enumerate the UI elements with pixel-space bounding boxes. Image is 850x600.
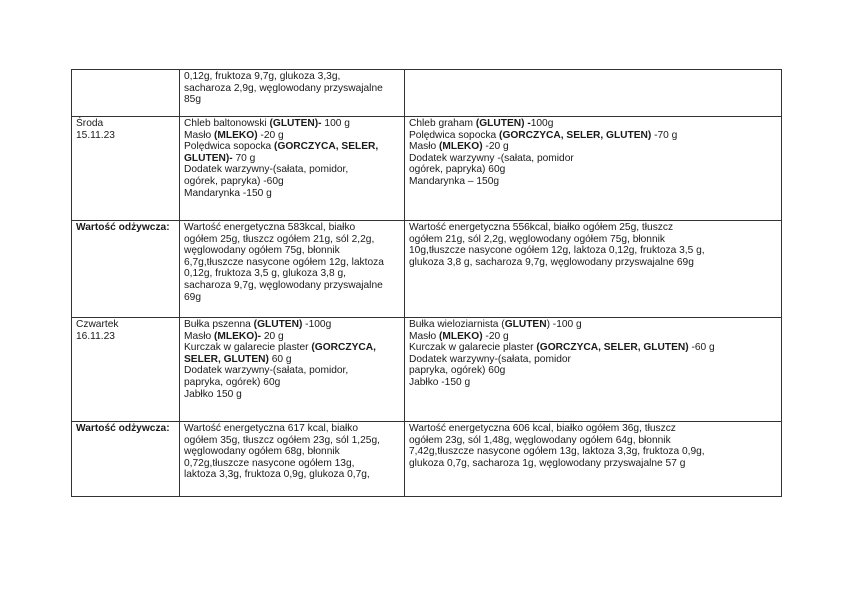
menu-line	[409, 354, 778, 366]
menu-text: ogółem 21g, sól 2,2g, węglowodany ogółem 75g, błonnik	[409, 233, 665, 245]
allergen-text: (MLEKO)	[439, 141, 483, 153]
menu-text: Wartość energetyczna 606 kcal, białko ogółem 36g, tłuszcz	[409, 423, 676, 434]
menu-line	[184, 245, 401, 257]
menu-line	[184, 222, 401, 234]
menu-line	[184, 234, 401, 246]
menu-option-1-cell	[180, 117, 405, 221]
day-date: 16.11.23	[76, 330, 115, 342]
menu-table-body	[72, 70, 782, 497]
menu-text: sacharoza 9,7g, węglowodany przyswajalne	[184, 279, 383, 291]
menu-text: węglowodany ogółem 68g, błonnik	[184, 446, 340, 458]
menu-line	[409, 435, 778, 447]
menu-line	[184, 354, 401, 366]
menu-line	[184, 469, 401, 481]
menu-text: Polędwica sopocka	[184, 141, 275, 153]
day-label-cell	[72, 117, 180, 221]
menu-text: Polędwica sopocka	[409, 129, 500, 141]
menu-text: ogółem 25g, tłuszcz ogółem 21g, sól 2,2g,	[184, 233, 375, 245]
allergen-text: GLUTEN)-	[184, 152, 233, 164]
allergen-text: SELER, GLUTEN)	[184, 353, 269, 365]
allergen-text: (GLUTEN)-	[269, 118, 322, 129]
continuation-row	[72, 70, 782, 117]
menu-option-2-cell	[405, 70, 782, 117]
menu-text: Mandarynka -150 g	[184, 187, 272, 199]
day-name: Środa	[76, 118, 104, 129]
menu-option-2-cell	[405, 117, 782, 221]
menu-text: -20 g	[482, 141, 509, 153]
menu-text: 60 g	[268, 353, 292, 365]
menu-line	[409, 319, 778, 331]
menu-table	[71, 69, 782, 497]
menu-text: Dodatek warzywny-(sałata, pomidor,	[184, 164, 349, 176]
menu-text: ogórek, papryka) 60g	[409, 164, 506, 176]
menu-line	[409, 377, 778, 389]
nutrition-label: Wartość odżywcza:	[76, 423, 170, 434]
menu-line	[184, 71, 401, 83]
menu-text: sacharoza 2,9g, węglowodany przyswajalne	[184, 82, 383, 94]
menu-text: 100g	[530, 118, 554, 129]
menu-line	[409, 153, 778, 165]
menu-text: Masło	[409, 330, 440, 342]
menu-text: Chleb graham	[409, 118, 476, 129]
menu-text: laktoza 3,3g, fruktoza 0,9g, glukoza 0,7g,	[184, 469, 370, 481]
menu-line	[184, 342, 401, 354]
menu-text: 10g,tłuszcze nasycone ogółem 12g, laktoza 0,12g, fruktoza 3,5 g,	[409, 245, 705, 257]
menu-text: -20 g	[257, 129, 284, 141]
menu-option-2-cell	[405, 422, 782, 497]
menu-text: Wartość energetyczna 556kcal, białko ogółem 25g, tłuszcz	[409, 222, 674, 233]
nutrition-label: Wartość odżywcza:	[76, 222, 170, 233]
menu-line	[184, 319, 401, 331]
allergen-text: (GORCZYCA, SELER,	[274, 141, 379, 153]
menu-line	[184, 141, 401, 153]
menu-line	[184, 118, 401, 130]
menu-text: papryka, ogórek) 60g	[409, 365, 506, 377]
menu-line	[184, 389, 401, 401]
menu-line	[409, 118, 778, 130]
day-label-cell	[72, 318, 180, 422]
allergen-text: (GLUTEN)	[253, 319, 303, 330]
menu-text: Jabłko -150 g	[409, 376, 471, 388]
menu-text: Kurczak w galarecie plaster	[409, 342, 537, 354]
menu-text: 0,72g,tłuszcze nasycone ogółem 13g,	[184, 457, 355, 469]
allergen-text: (MLEKO)	[214, 129, 258, 141]
menu-text: -60 g	[688, 342, 715, 354]
menu-line	[409, 130, 778, 142]
menu-line	[409, 342, 778, 354]
menu-option-1-cell	[180, 221, 405, 318]
day-label-cell	[72, 70, 180, 117]
nutrition-row	[72, 422, 782, 497]
menu-line	[184, 130, 401, 142]
menu-text: 0,12g, fruktoza 3,5 g, glukoza 3,8 g,	[184, 268, 346, 280]
menu-line	[409, 458, 778, 470]
menu-line	[409, 245, 778, 257]
menu-text: Dodatek warzywny -(sałata, pomidor	[409, 152, 574, 164]
menu-text: glukoza 3,8 g, sacharoza 9,7g, węglowodany przyswajalne 69g	[409, 256, 694, 268]
menu-line	[409, 365, 778, 377]
menu-line	[409, 234, 778, 246]
menu-line	[409, 164, 778, 176]
menu-text: Bułka wieloziarnista (	[409, 319, 505, 330]
menu-text: -100g	[302, 319, 332, 330]
menu-text: Kurczak w galarecie plaster	[184, 342, 312, 354]
menu-text: 6,7g,tłuszcze nasycone ogółem 12g, laktoza	[184, 256, 384, 268]
menu-line	[409, 222, 778, 234]
menu-text: Jabłko 150 g	[184, 388, 242, 400]
allergen-text: GLUTEN	[504, 319, 547, 330]
menu-line	[409, 141, 778, 153]
menu-line	[184, 83, 401, 95]
nutrition-row	[72, 221, 782, 318]
day-row	[72, 117, 782, 221]
menu-text: Mandarynka – 150g	[409, 175, 500, 187]
menu-line	[184, 446, 401, 458]
menu-text: 100 g	[321, 118, 350, 129]
day-date: 15.11.23	[76, 129, 115, 141]
day-row	[72, 318, 782, 422]
menu-text: Masło	[184, 129, 215, 141]
menu-line	[184, 435, 401, 447]
menu-text: Bułka pszenna	[184, 319, 254, 330]
allergen-text: (MLEKO)	[439, 330, 483, 342]
menu-line	[184, 458, 401, 470]
menu-text: 70 g	[232, 152, 256, 164]
allergen-text: (GORCZYCA, SELER, GLUTEN)	[536, 342, 689, 354]
menu-line	[184, 423, 401, 435]
menu-line	[184, 153, 401, 165]
menu-text: papryka, ogórek) 60g	[184, 376, 281, 388]
nutrition-label-cell	[72, 422, 180, 497]
menu-line	[184, 377, 401, 389]
menu-text: 0,12g, fruktoza 9,7g, glukoza 3,3g,	[184, 71, 341, 82]
menu-line	[409, 257, 778, 269]
allergen-text: (GORCZYCA,	[311, 342, 376, 354]
menu-option-1-cell	[180, 70, 405, 117]
menu-text: 85g	[184, 94, 201, 106]
menu-text: 7,42g,tłuszcze nasycone ogółem 13g, laktoza 3,3g, fruktoza 0,9g,	[409, 446, 705, 458]
menu-text: 69g	[184, 291, 201, 303]
menu-text: Masło	[409, 141, 440, 153]
menu-text: -20 g	[482, 330, 509, 342]
menu-line	[184, 292, 401, 304]
menu-text: Chleb baltonowski	[184, 118, 270, 129]
menu-text: 20 g	[260, 330, 284, 342]
menu-option-2-cell	[405, 318, 782, 422]
menu-option-1-cell	[180, 318, 405, 422]
menu-text: ogórek, papryka) -60g	[184, 175, 284, 187]
day-name: Czwartek	[76, 319, 119, 330]
menu-text: Masło	[184, 330, 215, 342]
menu-text: glukoza 0,7g, sacharoza 1g, węglowodany przyswajalne 57 g	[409, 457, 686, 469]
allergen-text: (GORCZYCA, SELER, GLUTEN)	[499, 129, 652, 141]
menu-text: Dodatek warzywny-(sałata, pomidor	[409, 353, 571, 365]
menu-line	[184, 94, 401, 106]
menu-text: ogółem 23g, sól 1,48g, węglowodany ogółem 64g, błonnik	[409, 434, 671, 446]
menu-line	[184, 257, 401, 269]
menu-text: ) -100 g	[546, 319, 582, 330]
menu-option-2-cell	[405, 221, 782, 318]
allergen-text: (MLEKO)-	[214, 330, 261, 342]
menu-text: węglowodany ogółem 75g, błonnik	[184, 245, 340, 257]
menu-text: Dodatek warzywny-(sałata, pomidor,	[184, 365, 349, 377]
menu-text: Wartość energetyczna 617 kcal, białko	[184, 423, 359, 434]
nutrition-label-cell	[72, 221, 180, 318]
allergen-text: (GLUTEN) -	[475, 118, 531, 129]
menu-line	[184, 268, 401, 280]
menu-text: ogółem 35g, tłuszcz ogółem 23g, sól 1,25g,	[184, 434, 380, 446]
menu-line	[184, 176, 401, 188]
menu-text: -70 g	[651, 129, 678, 141]
menu-option-1-cell	[180, 422, 405, 497]
menu-line	[409, 423, 778, 435]
menu-line	[184, 188, 401, 200]
menu-line	[184, 365, 401, 377]
menu-line	[184, 331, 401, 343]
menu-line	[184, 164, 401, 176]
menu-line	[409, 331, 778, 343]
menu-line	[409, 176, 778, 188]
menu-text: Wartość energetyczna 583kcal, białko	[184, 222, 356, 233]
menu-line	[184, 280, 401, 292]
menu-line	[409, 446, 778, 458]
